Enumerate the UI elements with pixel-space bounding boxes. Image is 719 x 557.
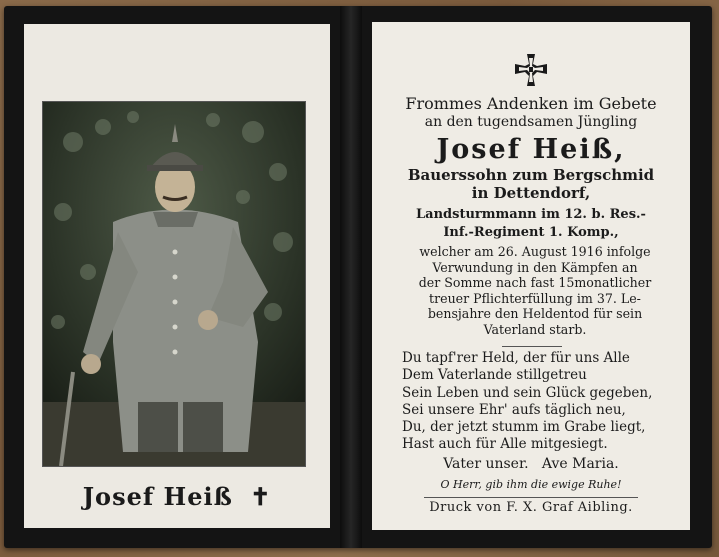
body-line: bensjahre den Heldentod für sein (427, 306, 643, 322)
prayer-line: Vater unser. Ave Maria. (443, 456, 619, 472)
divider (502, 346, 562, 347)
virtuous-line: an den tugendsamen Jüngling (424, 114, 638, 130)
iron-cross-icon (513, 52, 549, 88)
poem-line: Sei unsere Ehr' aufs täglich neu, (402, 401, 626, 418)
body-line: Verwundung in den Kämpfen an (432, 259, 638, 275)
death-notice-body (400, 244, 670, 338)
poem-line: Hast auch für Alle mitgesiegt. (402, 436, 608, 453)
deceased-name-heading: Josef Heiß, (436, 134, 626, 165)
poem-line: Du, der jetzt stumm im Grabe liegt, (402, 419, 646, 436)
right-panel (372, 22, 690, 530)
place-line: in Dettendorf, (471, 184, 591, 202)
soldier-photo (42, 101, 306, 467)
card-fold (340, 6, 362, 548)
deceased-name-caption (24, 482, 330, 511)
unit-line: Inf.-Regiment 1. Komp., (443, 225, 619, 240)
divider (424, 497, 638, 498)
body-line: treuer Pflichterfüllung im 37. Le- (429, 290, 641, 306)
poem-line: Sein Leben und sein Glück gegeben, (402, 384, 653, 401)
poem-line: Dem Vaterlande stillgetreu (402, 367, 587, 384)
memorial-poem (402, 350, 672, 454)
poem-line: Du tapf'rer Held, der für uns Alle (402, 350, 630, 366)
occupation-line: Bauerssohn zum Bergschmid (407, 166, 655, 184)
body-line: welcher am 26. August 1916 infolge (419, 244, 651, 259)
name-text: Josef Heiß (82, 482, 233, 511)
remembrance-line: Frommes Andenken im Gebete (405, 94, 657, 113)
requiem-line: O Herr, gib ihm die ewige Ruhe! (440, 478, 622, 491)
body-line: der Somme nach fast 15monatlicher (418, 275, 652, 291)
cross-symbol: ✝ (250, 482, 272, 511)
rank-line: Landsturmmann im 12. b. Res.- (416, 207, 646, 222)
printer-imprint: Druck von F. X. Graf Aibling. (429, 500, 633, 515)
body-line: Vaterland starb. (483, 321, 587, 337)
left-panel (24, 24, 330, 528)
